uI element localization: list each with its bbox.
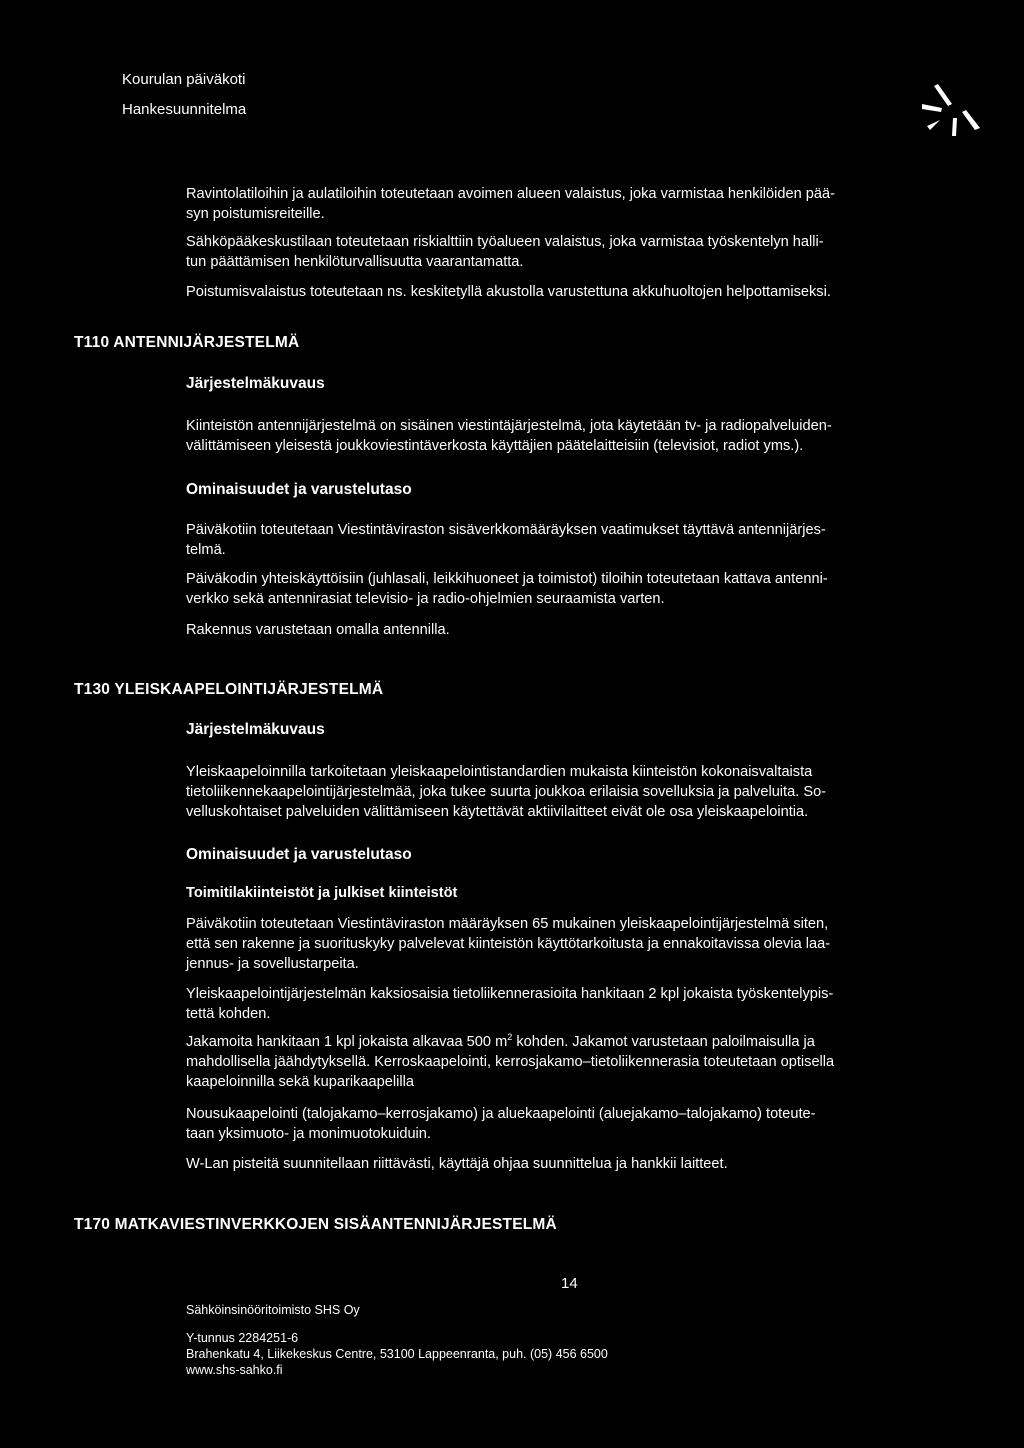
t110-paragraph-3: Päiväkodin yhteiskäyttöisiin (juhlasali, leikkihuoneet ja toimistot) tiloihin toteutetaan kattava antenni- verkko sekä antennirasiat televisio- ja radio-ohjelmien seuraamista varten. [186, 571, 828, 607]
t130-paragraph-6: W-Lan pisteitä suunnitellaan riittävästi, käyttäjä ohjaa suunnittelua ja hankkii laitteet. [186, 1156, 728, 1172]
t130-subheading-commercial-properties: Toimitilakiinteistöt ja julkiset kiinteistöt [186, 885, 458, 901]
t110-paragraph-2: Päiväkotiin toteutetaan Viestintäviraston sisäverkkomääräyksen vaatimukset täyttävä antennijärjes- telmä. [186, 522, 826, 558]
t110-subheading-features: Ominaisuudet ja varustelutaso [186, 481, 412, 498]
t130-subheading-system-description: Järjestelmäkuvaus [186, 721, 325, 738]
section-heading-t130: T130 YLEISKAAPELOINTIJÄRJESTELMÄ [74, 681, 384, 698]
t130-paragraph-3: Yleiskaapelointijärjestelmän kaksiosaisia tietoliikennerasioita hankitaan 2 kpl jokaista työskentelypis- tettä kohden. [186, 986, 834, 1022]
intro-paragraph-2: Sähköpääkeskustilaan toteutetaan riskialttiin työalueen valaistus, joka varmistaa työskentelyn halli- tun päättämisen henkilöturvallisuutta vaarantamatta. [186, 234, 824, 270]
t130-paragraph-5: Nousukaapelointi (talojakamo–kerrosjakamo) ja aluekaapelointi (aluejakamo–talojakamo) toteute- taan yksimuoto- ja monimuotokuiduin. [186, 1106, 816, 1142]
intro-paragraph-1: Ravintolatiloihin ja aulatiloihin toteutetaan avoimen alueen valaistus, joka varmistaa henkilöiden pää- syn poistumisreiteille. [186, 186, 836, 222]
page-number: 14 [561, 1275, 578, 1292]
t110-paragraph-4: Rakennus varustetaan omalla antennilla. [186, 622, 450, 638]
footer-company: Sähköinsinööritoimisto SHS Oy [186, 1303, 360, 1317]
footer-website: www.shs-sahko.fi [186, 1363, 283, 1377]
section-heading-t110: T110 ANTENNIJÄRJESTELMÄ [74, 334, 300, 351]
intro-paragraph-3: Poistumisvalaistus toteutetaan ns. keskitetyllä akustolla varustettuna akkuhuoltojen helpottamiseksi. [186, 284, 831, 300]
header-project-name: Kourulan päiväkoti [122, 71, 246, 88]
t110-subheading-system-description: Järjestelmäkuvaus [186, 375, 325, 392]
header-document-type: Hankesuunnitelma [122, 101, 247, 118]
t130-paragraph-1: Yleiskaapeloinnilla tarkoitetaan yleiskaapelointistandardien mukaista kiinteistön kokonaisvaltaista tietoliikennekaapelointijärjestelmää, joka tukee suurta joukkoa erilaisia sovelluksia ja palveluita. So- velluskohtaiset palveluiden välittämiseen käytettävät aktiivilaitteet eivät ole osa yleiskaapelointia. [186, 764, 827, 820]
shs-logo-icon [920, 76, 984, 140]
t130-paragraph-2: Päiväkotiin toteutetaan Viestintäviraston määräyksen 65 mukainen yleiskaapelointijärjestelmä siten, että sen rakenne ja suorituskyky palvelevat kiinteistön käyttötarkoitusta ja ennakoitavissa olevia laa- jennus- ja sovellustarpeita. [186, 916, 831, 972]
section-heading-t170: T170 MATKAVIESTINVERKKOJEN SISÄANTENNIJÄRJESTELMÄ [74, 1216, 557, 1233]
t130-paragraph-4: Jakamoita hankitaan 1 kpl jokaista alkavaa 500 $m^2$ kohden. Jakamot varustetaan paloilmaisulla ja mahdollisella jäähdytyksellä. Kerroskaapelointi, kerrosjakamo–tietoliikennerasia toteutetaan optisella kaapeloinnilla sekä kuparikaapelilla [186, 1032, 835, 1090]
t130-subheading-features: Ominaisuudet ja varustelutaso [186, 846, 412, 863]
footer-address: Brahenkatu 4, Liikekeskus Centre, 53100 Lappeenranta, puh. (05) 456 6500 [186, 1347, 608, 1361]
t110-paragraph-1: Kiinteistön antennijärjestelmä on sisäinen viestintäjärjestelmä, jota käytetään tv- ja radiopalveluiden- välittämiseen yleisestä joukkoviestintäverkosta käyttäjien päätelaitteisiin (televisiot, radiot yms.). [186, 418, 832, 454]
footer-business-id: Y-tunnus 2284251-6 [186, 1331, 299, 1345]
